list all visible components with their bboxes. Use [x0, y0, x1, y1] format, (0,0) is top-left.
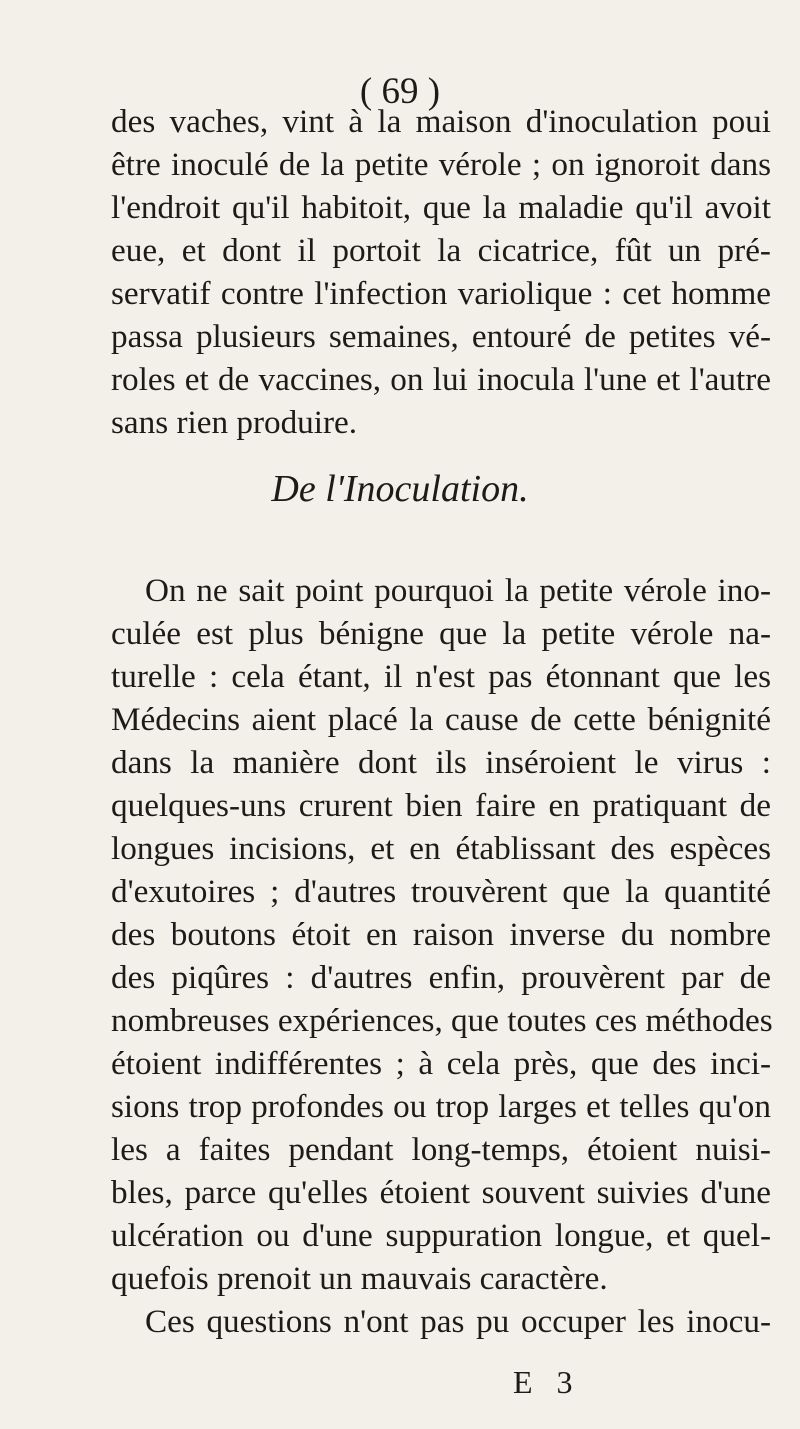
text-line: nombreuses expériences, que toutes ces méthodes	[111, 1002, 773, 1039]
text-line: culée est plus bénigne que la petite vérole na-	[111, 615, 771, 652]
text-line: turelle : cela étant, il n'est pas étonnant que les	[111, 658, 771, 695]
text-line: roles et de vaccines, on lui inocula l'une et l'autre	[111, 361, 771, 398]
text-line: des piqûres : d'autres enfin, prouvèrent par de	[111, 959, 771, 996]
text-line: l'endroit qu'il habitoit, que la maladie qu'il avoit	[111, 189, 771, 226]
text-line: On ne sait point pourquoi la petite vérole ino-	[145, 572, 771, 609]
text-line: sans rien produire.	[111, 404, 358, 441]
text-line: passa plusieurs semaines, entouré de petites vé-	[111, 318, 771, 355]
text-line: servatif contre l'infection variolique : cet homme	[111, 275, 771, 312]
text-line: ulcération ou d'une suppuration longue, et quel-	[111, 1217, 771, 1254]
text-line: sions trop profondes ou trop larges et telles qu'on	[111, 1088, 771, 1125]
text-line: des boutons étoit en raison inverse du nombre	[111, 916, 771, 953]
text-line: des vaches, vint à la maison d'inoculation poui	[111, 103, 771, 140]
section-heading: De l'Inoculation.	[271, 468, 529, 510]
paragraph-1	[111, 100, 771, 444]
text-line: étoient indifférentes ; à cela près, que des inci-	[111, 1045, 771, 1082]
text-line: quelques-uns crurent bien faire en pratiquant de	[111, 787, 771, 824]
text-line: les a faites pendant long-temps, étoient nuisi-	[111, 1131, 771, 1168]
paragraph-2	[111, 569, 771, 1343]
text-line: longues incisions, et en établissant des espèces	[111, 830, 771, 867]
text-line: être inoculé de la petite vérole ; on ignoroit dans	[111, 146, 771, 183]
text-line: bles, parce qu'elles étoient souvent suivies d'une	[111, 1174, 771, 1211]
page-number: ( 69 )	[359, 71, 441, 112]
text-line: eue, et dont il portoit la cicatrice, fût un pré-	[111, 232, 771, 269]
text-line: Médecins aient placé la cause de cette bénignité	[111, 701, 771, 738]
text-line: d'exutoires ; d'autres trouvèrent que la quantité	[111, 873, 771, 910]
text-line: dans la manière dont ils inséroient le virus :	[111, 744, 771, 781]
text-line: Ces questions n'ont pas pu occuper les inocu-	[145, 1303, 771, 1340]
signature-mark: E 3	[513, 1364, 581, 1400]
text-line: quefois prenoit un mauvais caractère.	[111, 1260, 608, 1297]
